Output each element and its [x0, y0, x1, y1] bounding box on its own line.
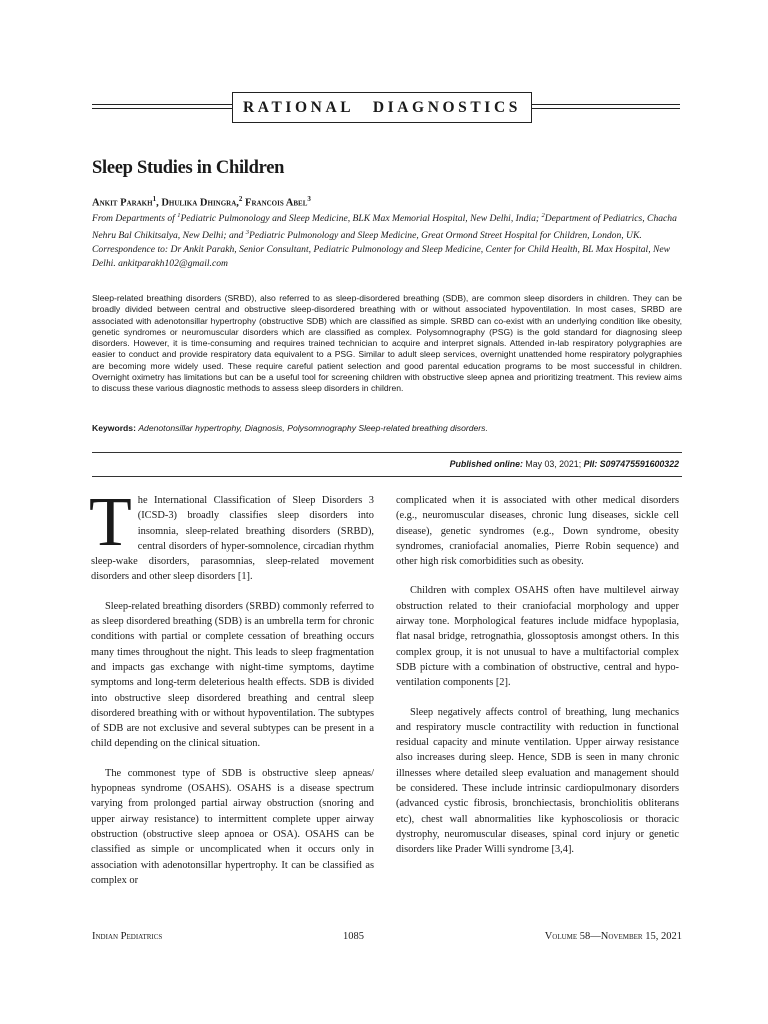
body-paragraph: The commonest type of SDB is obstructive sleep apneas/ hypopneas syndrome (OSAHS). OSAHS is a disease spectrum varying from prolonged partial airway obstruction (snoring and upper airway resistance) to intermittent complete upper airway obstruction (obstructive sleep apnoea or OSA). OSAHS can be classified as simple or uncomplicated when it occurs only in association with adenotonsillar hypertrophy. It can be classified as complex or: [91, 767, 374, 886]
correspondence: Correspondence to: Dr Ankit Parakh, Senior Consultant, Pediatric Pulmonology and Sleep Medicine, Center for Child Health, BL Max Hospital, New Delhi. ankitparakh102@gmail.com: [92, 244, 671, 270]
body-column-right: [396, 493, 679, 872]
affil-text-4: Pediatric Pulmonology and Sleep Medicine, Great Ormond Street Hospital for Children, London, UK.: [249, 230, 642, 242]
published-date: May 03, 2021;: [525, 459, 582, 469]
published-label: Published online:: [449, 459, 523, 469]
affil-text-2: Pediatric Pulmonology and Sleep Medicine, BLK Max Memorial Hospital, New Delhi, India;: [180, 213, 542, 225]
affil-text-1: From Departments of: [92, 213, 178, 225]
author-1: Ankit Parakh: [92, 197, 153, 209]
body-paragraph: Sleep negatively affects control of breathing, lung mechanics and respiratory muscle contractility with reduction in functional residual capacity and minute ventilation. Upper airway resistance also increases during sleep. Hence, SDB is seen in many chronic illnesses where detailed sleep evaluation and management should be considered. These include intrinsic cardiopulmonary disorders (advanced cystic fibrosis, bronchiectasis, bronchiolitis obliterans etc), chest wall abnormalities like kyphoscoliosis or thoracic dystrophy, neuromuscular diseases, spinal cord injury or genetic disorders like Prader Willi syndrome [3,4].: [396, 706, 679, 856]
pii-value: S097475591600322: [599, 459, 679, 469]
page-footer: [92, 931, 682, 942]
body-paragraph: Children with complex OSAHS often have multilevel airway obstruction related to their craniofacial morphology and upper airway tone. Morphological features include midface hypoplasia, flat nasal bridge, retrognathia, glossoptosis amongst others. In this complex group, it is not unusual to have a multifactorial complex SDB picture with a combination of obstructive, central and hypo-ventilation components [2].: [396, 585, 679, 689]
affil-sup-3: 3: [245, 229, 250, 237]
author-1-sup: 1: [152, 195, 157, 203]
affiliation-block: [92, 209, 682, 271]
author-2-sup: 2: [238, 195, 243, 203]
author-3-sup: 3: [307, 195, 311, 203]
author-2: Dhulika Dhingra,: [161, 197, 239, 209]
journal-name: Indian Pediatrics: [92, 931, 163, 942]
keywords-label: Keywords:: [92, 423, 136, 433]
affil-text-3: Department of Pediatrics, Chacha Nehru Bal Chikitsalya, New Delhi; and: [92, 213, 677, 242]
keywords-terms: Adenotonsillar hypertrophy, Diagnosis, Polysomnography Sleep-related breathing disorders.: [138, 423, 488, 433]
author-3: Francois Abel: [245, 197, 308, 209]
divider-bottom: [92, 476, 682, 477]
page-number: 1085: [343, 931, 364, 942]
affiliations: [92, 209, 682, 243]
body-paragraph: complicated when it is associated with other medical disorders (e.g., neuromuscular diseases, chronic lung diseases, sickle cell disease), genetic syndromes (e.g., Down syndrome, obesity syndromes, craniofacial anomalies, Pierre Robin sequence) and other high risk comorbidities such as obesity.: [396, 495, 679, 568]
body-paragraph: [89, 484, 374, 585]
published-info: [450, 459, 679, 469]
divider-top: [92, 452, 682, 453]
section-banner: [232, 92, 532, 123]
abstract: Sleep-related breathing disorders (SRBD), also referred to as sleep-disordered breathing (SDB), are common sleep disorders in children. They can be broadly divided between central and obstructive sleep-disordered breathing with or without associated hypoventilation. In most cases, SRBD are associated with adenotonsillar hypertrophy (obstructive SDB) which are classified as simple. SRBD can co-exist with an underlying condition like obesity, genetic syndromes or neuromuscular disorders which are classified as complex. Polysomnography (PSG) is the gold standard for diagnosing sleep disorders. However, it is time-consuming and requires trained technician to acquire and interpret signals. Attended in-lab respiratory polygraphies are easier to conduct and provide respiratory data equivalent to a PSG. Similar to adult sleep services, overnight unattended home respiratory polygraphies are becoming more widely used. These require careful patient selection and good parental education programs to be most successful in children. Overnight oximetry has limitations but can be a useful tool for screening children with obstructive sleep apnea and prioritizing treatment. This review aims to discuss these various diagnostic methods to assess sleep disorders in children.: [92, 293, 682, 394]
affil-sup-2: 2: [541, 212, 545, 219]
paragraph-text: he International Classification of Sleep Disorders 3 (ICSD-3) broadly classifies sleep disorders into insomnia, sleep-related breathing disorders (SRBD), central disorders of hyper-somnolence, circadian rhythm sleep-wake disorders, parasomnias, sleep-related movement disorders and other sleep disorders [1].: [91, 495, 374, 583]
body-column-left: [89, 484, 374, 902]
article-title: Sleep Studies in Children: [92, 158, 285, 178]
section-banner-text: RATIONAL DIAGNOSTICS: [243, 98, 521, 116]
volume-info: Volume 58—November 15, 2021: [544, 931, 682, 942]
affil-sup-1: 1: [177, 212, 181, 219]
drop-cap: T: [89, 484, 132, 561]
pii-label: PII:: [583, 459, 598, 469]
body-paragraph: Sleep-related breathing disorders (SRBD) commonly referred to as sleep disordered breathing (SDB) is an umbrella term for chronic conditions with partial or complete cessation of breathing occurs many times throughout the night. This leads to sleep fragmentation and impacts gas exchange with night-time symptoms, daytime symptoms and long-term deleterious health effects. SDB is divided into obstructive sleep disordered breathing and central sleep disordered breathing with or without hypoventilation. The subtypes of SDB are not exclusive and several subtypes can be present in a child depending on the clinical situation.: [91, 600, 374, 750]
author-line: Ankit Parakh$^1$, Dhulika Dhingra,$^2$ Francois Abel$^3$: [92, 195, 311, 209]
keywords: [92, 423, 682, 433]
